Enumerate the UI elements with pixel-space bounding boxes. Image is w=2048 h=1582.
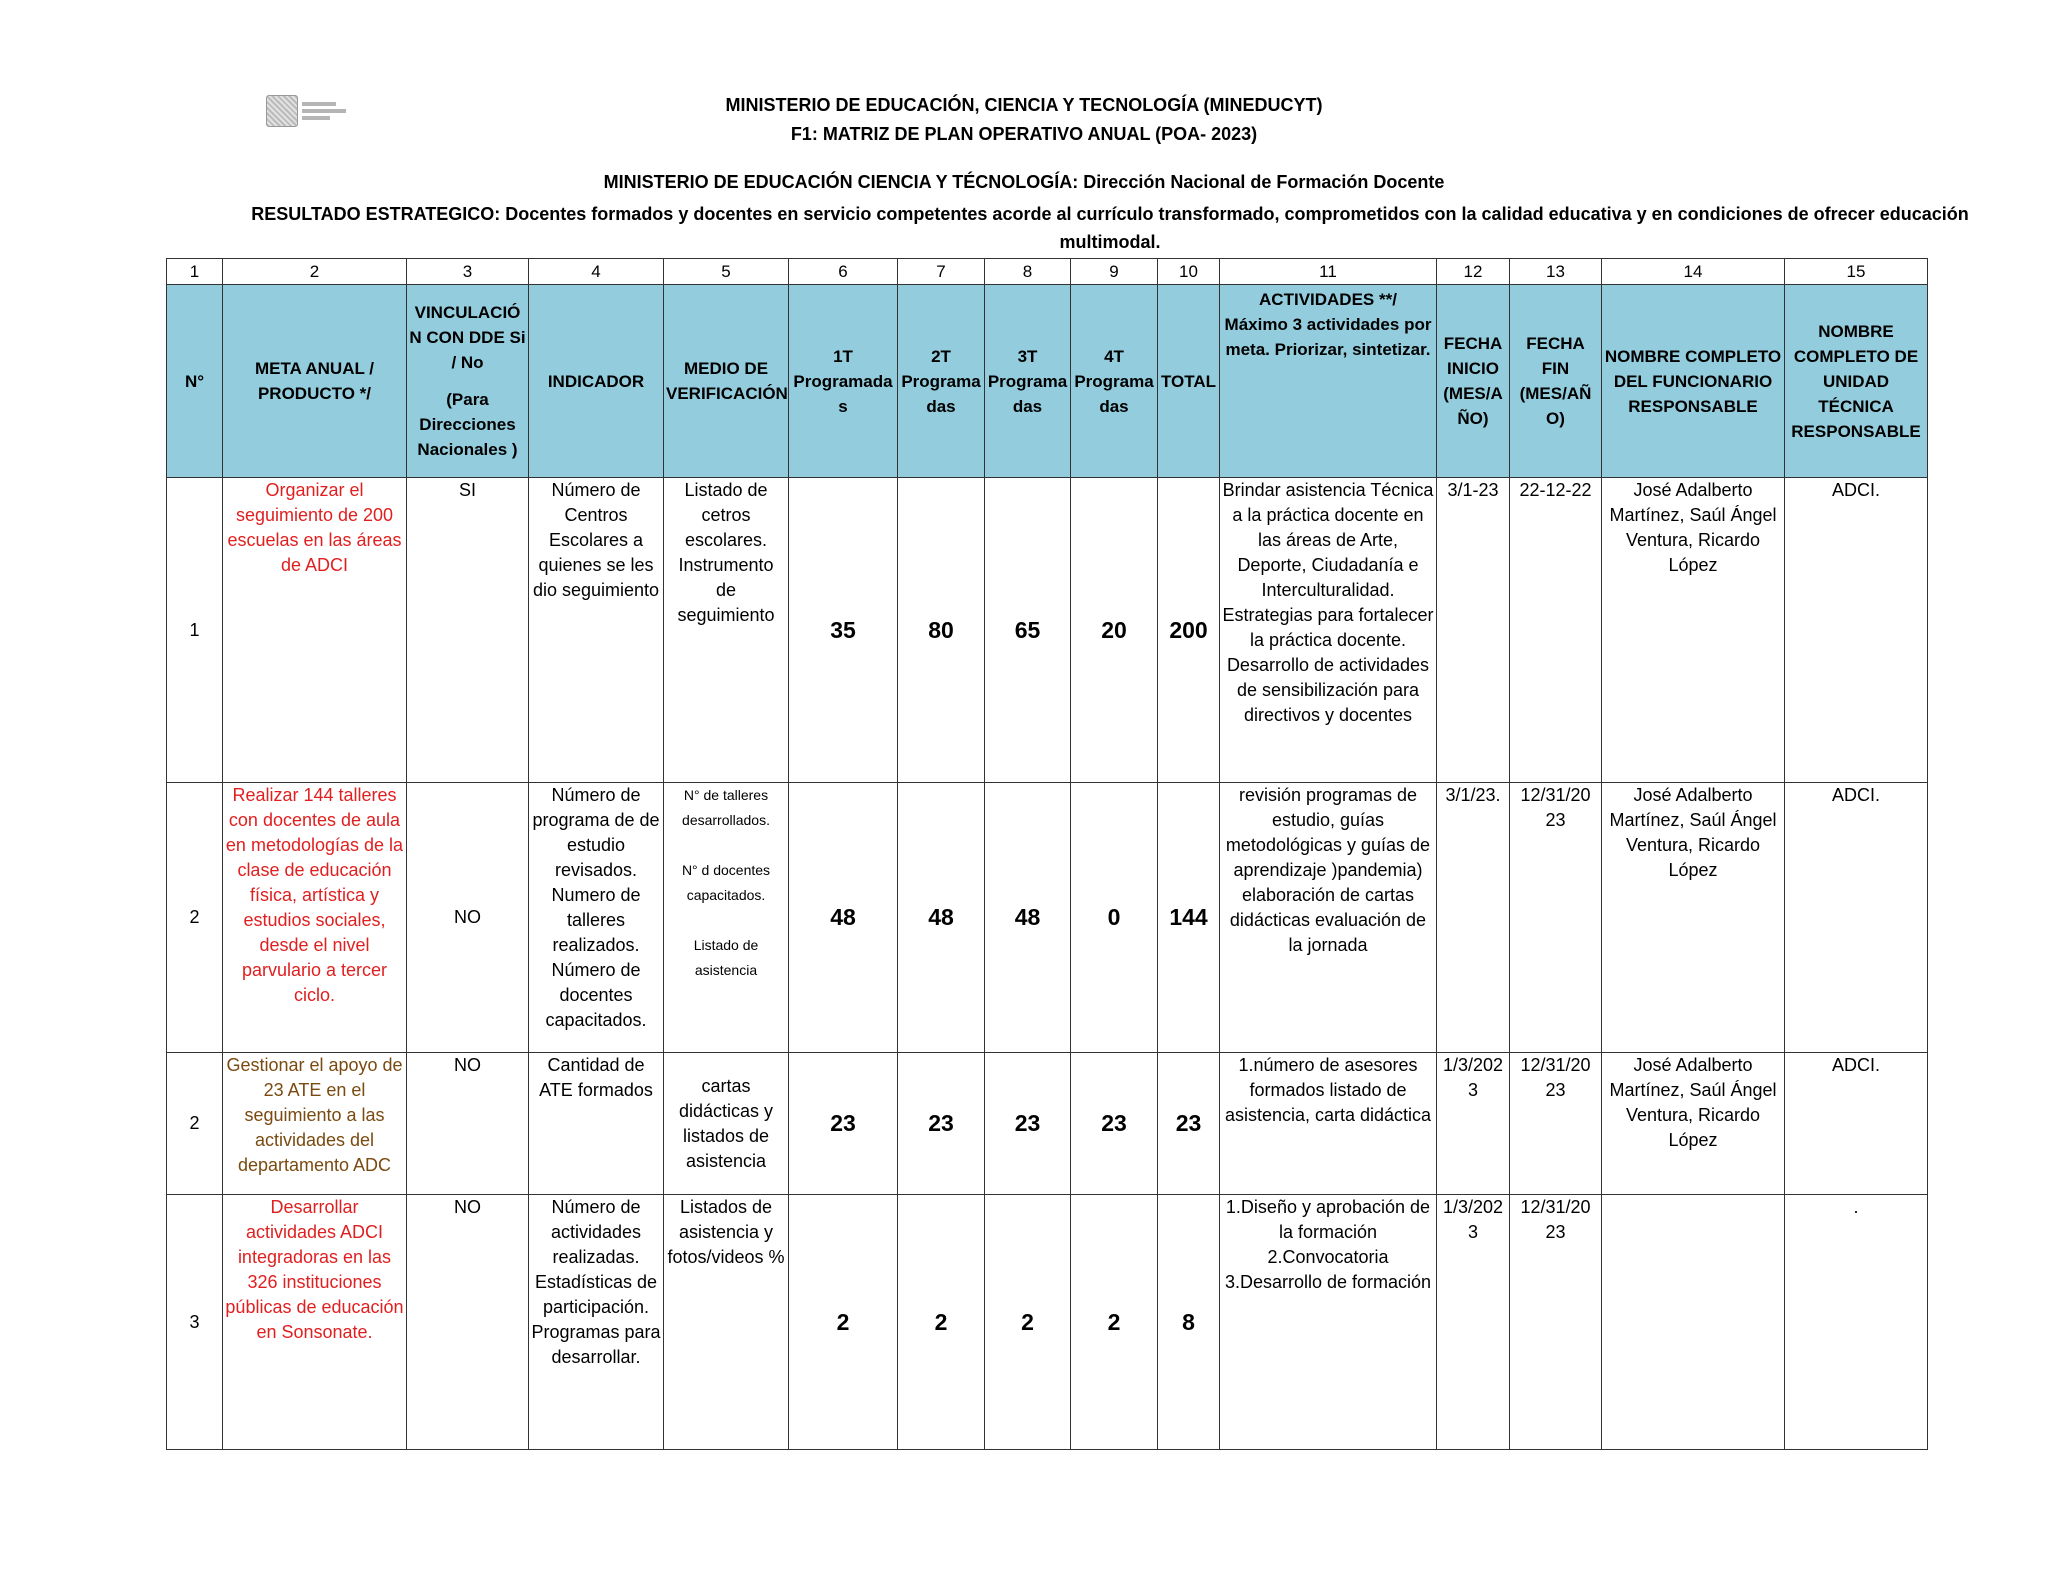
cell-fecha-fin: 22-12-22 xyxy=(1510,478,1602,783)
header-t3: 3T Programa das xyxy=(985,285,1071,478)
cell-vinculacion: NO xyxy=(407,1053,529,1195)
cell-funcionario: José Adalberto Martínez, Saúl Ángel Ventura, Ricardo López xyxy=(1602,1053,1785,1195)
cell-t3: 48 xyxy=(985,783,1071,1053)
header-unidad: NOMBRE COMPLETO DE UNIDAD TÉCNICA RESPONSABLE xyxy=(1785,285,1928,478)
poa-matrix-table xyxy=(166,258,1928,1450)
cell-n: 2 xyxy=(167,783,223,1053)
activity-item: 1.Diseño y aprobación de la formación xyxy=(1225,1197,1431,1242)
col-num: 3 xyxy=(407,259,529,285)
table-row xyxy=(167,1053,1928,1195)
cell-meta: Realizar 144 talleres con docentes de aula en metodologías de la clase de educación física, artística y estudios sociales, desde el nivel parvulario a tercer ciclo. xyxy=(223,783,407,1053)
cell-meta: Organizar el seguimiento de 200 escuelas en las áreas de ADCI xyxy=(223,478,407,783)
cell-t3: 23 xyxy=(985,1053,1071,1195)
header-indicador: INDICADOR xyxy=(529,285,664,478)
cell-t2: 80 xyxy=(898,478,985,783)
cell-medio xyxy=(664,783,789,1053)
header-actividades xyxy=(1220,285,1437,478)
col-num: 7 xyxy=(898,259,985,285)
strategic-result: RESULTADO ESTRATEGICO: Docentes formados y docentes en servicio competentes acorde al currículo transformado, comprometidos con la calidad educativa y en condiciones de ofrecer educación multimodal. xyxy=(251,204,1969,252)
col-num: 4 xyxy=(529,259,664,285)
header-vinculacion-note: (Para Direcciones Nacionales ) xyxy=(417,390,518,459)
header-actividades-note: Máximo 3 actividades por meta. Priorizar, sintetizar. xyxy=(1224,315,1432,359)
cell-fecha-inicio: 3/1-23 xyxy=(1437,478,1510,783)
col-num: 2 xyxy=(223,259,407,285)
cell-t1: 23 xyxy=(789,1053,898,1195)
col-num: 5 xyxy=(664,259,789,285)
cell-vinculacion: SI xyxy=(407,478,529,783)
cell-t2: 2 xyxy=(898,1195,985,1450)
col-num: 12 xyxy=(1437,259,1510,285)
cell-indicador: Número de Centros Escolares a quienes se les dio seguimiento xyxy=(529,478,664,783)
document-title: MINISTERIO DE EDUCACIÓN, CIENCIA Y TECNOLOGÍA (MINEDUCYT) xyxy=(725,95,1323,115)
header-total: TOTAL xyxy=(1158,285,1220,478)
document-subtitle: F1: MATRIZ DE PLAN OPERATIVO ANUAL (POA- 2023) xyxy=(790,124,1258,144)
header-vinculacion xyxy=(407,285,529,478)
unit-line: MINISTERIO DE EDUCACIÓN CIENCIA Y TÉCNOLOGÍA: Dirección Nacional de Formación Docente xyxy=(603,172,1445,192)
col-num: 13 xyxy=(1510,259,1602,285)
cell-unidad: ADCI. xyxy=(1785,1053,1928,1195)
cell-medio: Listados de asistencia y fotos/videos % xyxy=(664,1195,789,1450)
header-medio: MEDIO DE VERIFICACIÓN xyxy=(664,285,789,478)
table-header-row xyxy=(167,285,1928,478)
cell-fecha-inicio: 1/3/202 3 xyxy=(1437,1195,1510,1450)
cell-actividades: 1.número de asesores formados listado de asistencia, carta didáctica xyxy=(1220,1053,1437,1195)
header-vinculacion-main: VINCULACIÓ N CON DDE Si / No xyxy=(409,303,526,372)
cell-meta: Gestionar el apoyo de 23 ATE en el seguimiento a las actividades del departamento ADC xyxy=(223,1053,407,1195)
header-t4: 4T Programa das xyxy=(1071,285,1158,478)
cell-funcionario: José Adalberto Martínez, Saúl Ángel Ventura, Ricardo López xyxy=(1602,478,1785,783)
cell-t1: 35 xyxy=(789,478,898,783)
col-num: 6 xyxy=(789,259,898,285)
col-num: 8 xyxy=(985,259,1071,285)
cell-fecha-fin: 12/31/20 23 xyxy=(1510,783,1602,1053)
cell-unidad: ADCI. xyxy=(1785,478,1928,783)
table-row xyxy=(167,478,1928,783)
cell-t2: 23 xyxy=(898,1053,985,1195)
cell-actividades: revisión programas de estudio, guías metodológicas y guías de aprendizaje )pandemia) elaboración de cartas didácticas evaluación de la jornada xyxy=(1220,783,1437,1053)
cell-indicador: Número de actividades realizadas. Estadísticas de participación. Programas para desarrollar. xyxy=(529,1195,664,1450)
header-t2: 2T Programa das xyxy=(898,285,985,478)
cell-t2: 48 xyxy=(898,783,985,1053)
cell-unidad: . xyxy=(1785,1195,1928,1450)
cell-indicador: Número de programa de de estudio revisados. Numero de talleres realizados. Número de docentes capacitados. xyxy=(529,783,664,1053)
col-num: 15 xyxy=(1785,259,1928,285)
cell-total: 8 xyxy=(1158,1195,1220,1450)
header-actividades-main: ACTIVIDADES **/ xyxy=(1259,290,1397,309)
cell-vinculacion: NO xyxy=(407,1195,529,1450)
header-n: N° xyxy=(167,285,223,478)
table-row xyxy=(167,1195,1928,1450)
cell-fecha-inicio: 1/3/202 3 xyxy=(1437,1053,1510,1195)
activity-item: 3.Desarrollo de formación xyxy=(1224,1272,1432,1292)
column-number-row xyxy=(167,259,1928,285)
cell-funcionario xyxy=(1602,1195,1785,1450)
header-fecha-fin: FECHA FIN (MES/AÑ O) xyxy=(1510,285,1602,478)
cell-n: 1 xyxy=(167,478,223,783)
cell-meta: Desarrollar actividades ADCI integradoras en las 326 instituciones públicas de educación en Sonsonate. xyxy=(223,1195,407,1450)
col-num: 10 xyxy=(1158,259,1220,285)
cell-indicador: Cantidad de ATE formados xyxy=(529,1053,664,1195)
cell-vinculacion: NO xyxy=(407,783,529,1053)
col-num: 14 xyxy=(1602,259,1785,285)
cell-t4: 20 xyxy=(1071,478,1158,783)
cell-fecha-fin: 12/31/20 23 xyxy=(1510,1195,1602,1450)
cell-fecha-inicio: 3/1/23. xyxy=(1437,783,1510,1053)
col-num: 11 xyxy=(1220,259,1437,285)
header-t1: 1T Programada s xyxy=(789,285,898,478)
cell-medio: Listado de cetros escolares. Instrumento de seguimiento xyxy=(664,478,789,783)
cell-funcionario: José Adalberto Martínez, Saúl Ángel Ventura, Ricardo López xyxy=(1602,783,1785,1053)
cell-unidad: ADCI. xyxy=(1785,783,1928,1053)
medio-item: Listado de asistencia xyxy=(693,937,759,978)
activity-item: 2.Convocatoria xyxy=(1267,1247,1389,1267)
cell-actividades: Brindar asistencia Técnica a la práctica docente en las áreas de Arte, Deporte, Ciudadanía e Interculturalidad. Estrategias para fortalecer la práctica docente. Desarrollo de actividades de sensibilización para directivos y docentes xyxy=(1220,478,1437,783)
medio-item: N° de talleres desarrollados. xyxy=(682,787,770,828)
cell-t4: 2 xyxy=(1071,1195,1158,1450)
cell-t1: 2 xyxy=(789,1195,898,1450)
medio-item: N° d docentes capacitados. xyxy=(681,862,771,903)
col-num: 9 xyxy=(1071,259,1158,285)
cell-total: 144 xyxy=(1158,783,1220,1053)
cell-total: 23 xyxy=(1158,1053,1220,1195)
cell-medio: cartas didácticas y listados de asistencia xyxy=(664,1053,789,1195)
header-funcionario: NOMBRE COMPLETO DEL FUNCIONARIO RESPONSABLE xyxy=(1602,285,1785,478)
header-fecha-inicio: FECHA INICIO (MES/A ÑO) xyxy=(1437,285,1510,478)
cell-actividades xyxy=(1220,1195,1437,1450)
cell-t1: 48 xyxy=(789,783,898,1053)
col-num: 1 xyxy=(167,259,223,285)
cell-t4: 23 xyxy=(1071,1053,1158,1195)
cell-n: 3 xyxy=(167,1195,223,1450)
header-meta: META ANUAL / PRODUCTO */ xyxy=(223,285,407,478)
table-row xyxy=(167,783,1928,1053)
cell-n: 2 xyxy=(167,1053,223,1195)
cell-t3: 65 xyxy=(985,478,1071,783)
cell-t4: 0 xyxy=(1071,783,1158,1053)
cell-total: 200 xyxy=(1158,478,1220,783)
cell-fecha-fin: 12/31/20 23 xyxy=(1510,1053,1602,1195)
cell-t3: 2 xyxy=(985,1195,1071,1450)
